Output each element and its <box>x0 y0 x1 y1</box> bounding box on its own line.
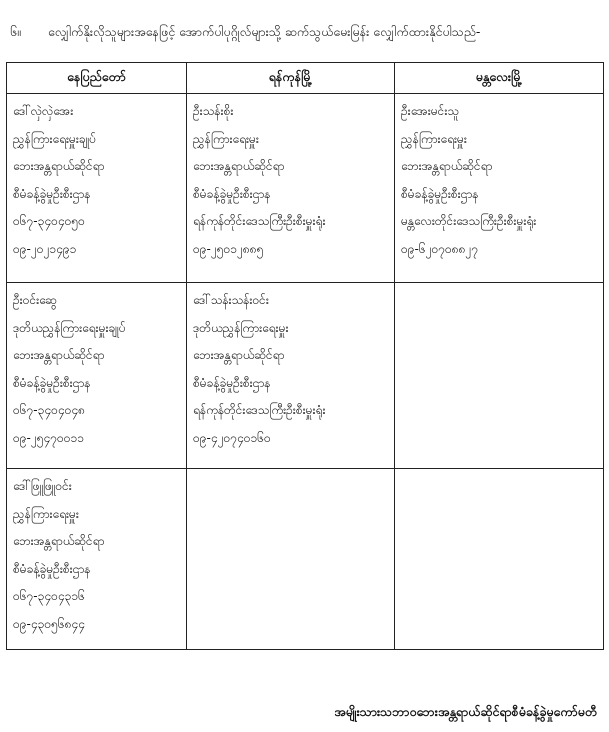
contact-phone: ၀၉-၂၀၂၁၄၉၁ <box>13 241 77 256</box>
contact-department-2: စီမံခန့်ခွဲမှုဦးစီးဌာန <box>401 186 479 201</box>
contact-department-2: စီမံခန့်ခွဲမှုဦးစီးဌာန <box>13 375 91 390</box>
contact-phone: ၀၉-၆၂၀၇၀၈၈၂၇ <box>401 241 479 256</box>
table-row <box>7 469 604 650</box>
intro-text: လျှေါက်နိုးလိုသူများအနေဖြင့် အောက်ပါပုဂ္ဂိုလ်များသို့ ဆက်သွယ်မေးမြန်း လျှေါက်ထားနိုင်ပါသည်- <box>48 24 481 39</box>
contact-department-1: ဘေးအန္တရာယ်ဆိုင်ရာ <box>13 534 105 548</box>
contact-phone: ၀၉-၂၅၄၇၀၀၁၁ <box>13 430 84 445</box>
contact-cell-mandalay <box>395 469 604 650</box>
contact-name: ဦးအေးမင်းသူ <box>401 104 459 118</box>
contact-position: ဒုတိယညွှန်ကြားရေးမှူးချုပ် <box>13 320 126 335</box>
contacts-table <box>6 62 604 650</box>
contact-department-2: စီမံခန့်ခွဲမှုဦးစီးဌာန <box>193 375 271 390</box>
contact-position: ဒုတိယညွှန်ကြားရေးမှူး <box>193 320 289 335</box>
contact-name: ဦးသန်းစိုး <box>193 104 234 118</box>
contact-cell-naypyitaw <box>7 469 187 650</box>
contact-department-2: စီမံခန့်ခွဲမှုဦးစီးဌာန <box>13 561 91 576</box>
contact-office-or-phone: ၀၆၇-၃၄၀၄၀၅၀ <box>13 214 85 228</box>
contact-position: ညွှန်ကြားရေးမှူး <box>193 131 259 146</box>
contact-cell-naypyitaw <box>7 94 187 283</box>
contact-office-or-phone: ၀၆၇-၃၄၀၄၃၁၆ <box>13 589 85 603</box>
contact-position: ညွှန်ကြားရေးမှူး <box>13 506 79 521</box>
contact-office-or-phone: ရန်ကုန်တိုင်းဒေသကြီးဦးစီးမှူးရုံး <box>193 403 326 417</box>
contact-name: ဒေါ်လှဲလှဲအေး <box>13 104 74 118</box>
contact-name: ဒေါ်သန်းသန်းဝင်း <box>193 293 269 307</box>
contact-cell-naypyitaw <box>7 283 187 469</box>
column-header-yangon: ရန်ကုန်မြို့ <box>187 63 395 94</box>
contact-department-2: စီမံခန့်ခွဲမှုဦးစီးဌာန <box>13 186 91 201</box>
intro-paragraph <box>10 22 600 42</box>
contact-cell-mandalay <box>395 283 604 469</box>
contact-cell-yangon <box>187 283 395 469</box>
contact-position: ညွှန်ကြားရေးမှူးချုပ် <box>13 131 97 146</box>
contact-position: ညွှန်ကြားရေးမှူး <box>401 131 467 146</box>
contact-department-1: ဘေးအန္တရာယ်ဆိုင်ရာ <box>13 159 105 173</box>
contact-phone: ၀၉-၄၂၀၇၄၀၁၆၀ <box>193 430 271 445</box>
contact-department-1: ဘေးအန္တရာယ်ဆိုင်ရာ <box>193 348 285 362</box>
contact-name: ဦးဝင်းဆွေ <box>13 293 57 307</box>
contact-department-1: ဘေးအန္တရာယ်ဆိုင်ရာ <box>401 159 493 173</box>
contact-phone: ၀၉-၄၃၀၅၆၈၄၄ <box>13 616 85 631</box>
contact-department-1: ဘေးအန္တရာယ်ဆိုင်ရာ <box>193 159 285 173</box>
contact-phone: ၀၉-၂၅၀၁၂၈၈၅ <box>193 241 264 256</box>
table-header-row <box>7 63 604 94</box>
contact-office-or-phone: ၀၆၇-၃၄၀၄၀၄၈ <box>13 403 85 417</box>
contact-office-or-phone: မန္တလေးတိုင်းဒေသကြီးဦးစီးမှူးရုံး <box>401 214 537 228</box>
contact-cell-mandalay <box>395 94 604 283</box>
table-row <box>7 94 604 283</box>
contact-cell-yangon <box>187 469 395 650</box>
column-header-mandalay: မန္တလေးမြို့ <box>395 63 604 94</box>
item-number: ၆။ <box>10 24 21 39</box>
contact-department-1: ဘေးအန္တရာယ်ဆိုင်ရာ <box>13 348 105 362</box>
footer-committee-name: အမျိုးသားသဘာဝဘေးအန္တရာယ်ဆိုင်ရာစီမံခန့်ခွဲမှုကော်မတီ <box>334 704 597 719</box>
contact-department-2: စီမံခန့်ခွဲမှုဦးစီးဌာန <box>193 186 271 201</box>
contact-office-or-phone: ရန်ကုန်တိုင်းဒေသကြီးဦးစီးမှူးရုံး <box>193 214 326 228</box>
table-row <box>7 283 604 469</box>
contact-name: ဒေါ်ဖြူဖြူဝင်း <box>13 479 72 493</box>
column-header-naypyitaw: နေပြည်တော် <box>7 63 187 94</box>
contact-cell-yangon <box>187 94 395 283</box>
